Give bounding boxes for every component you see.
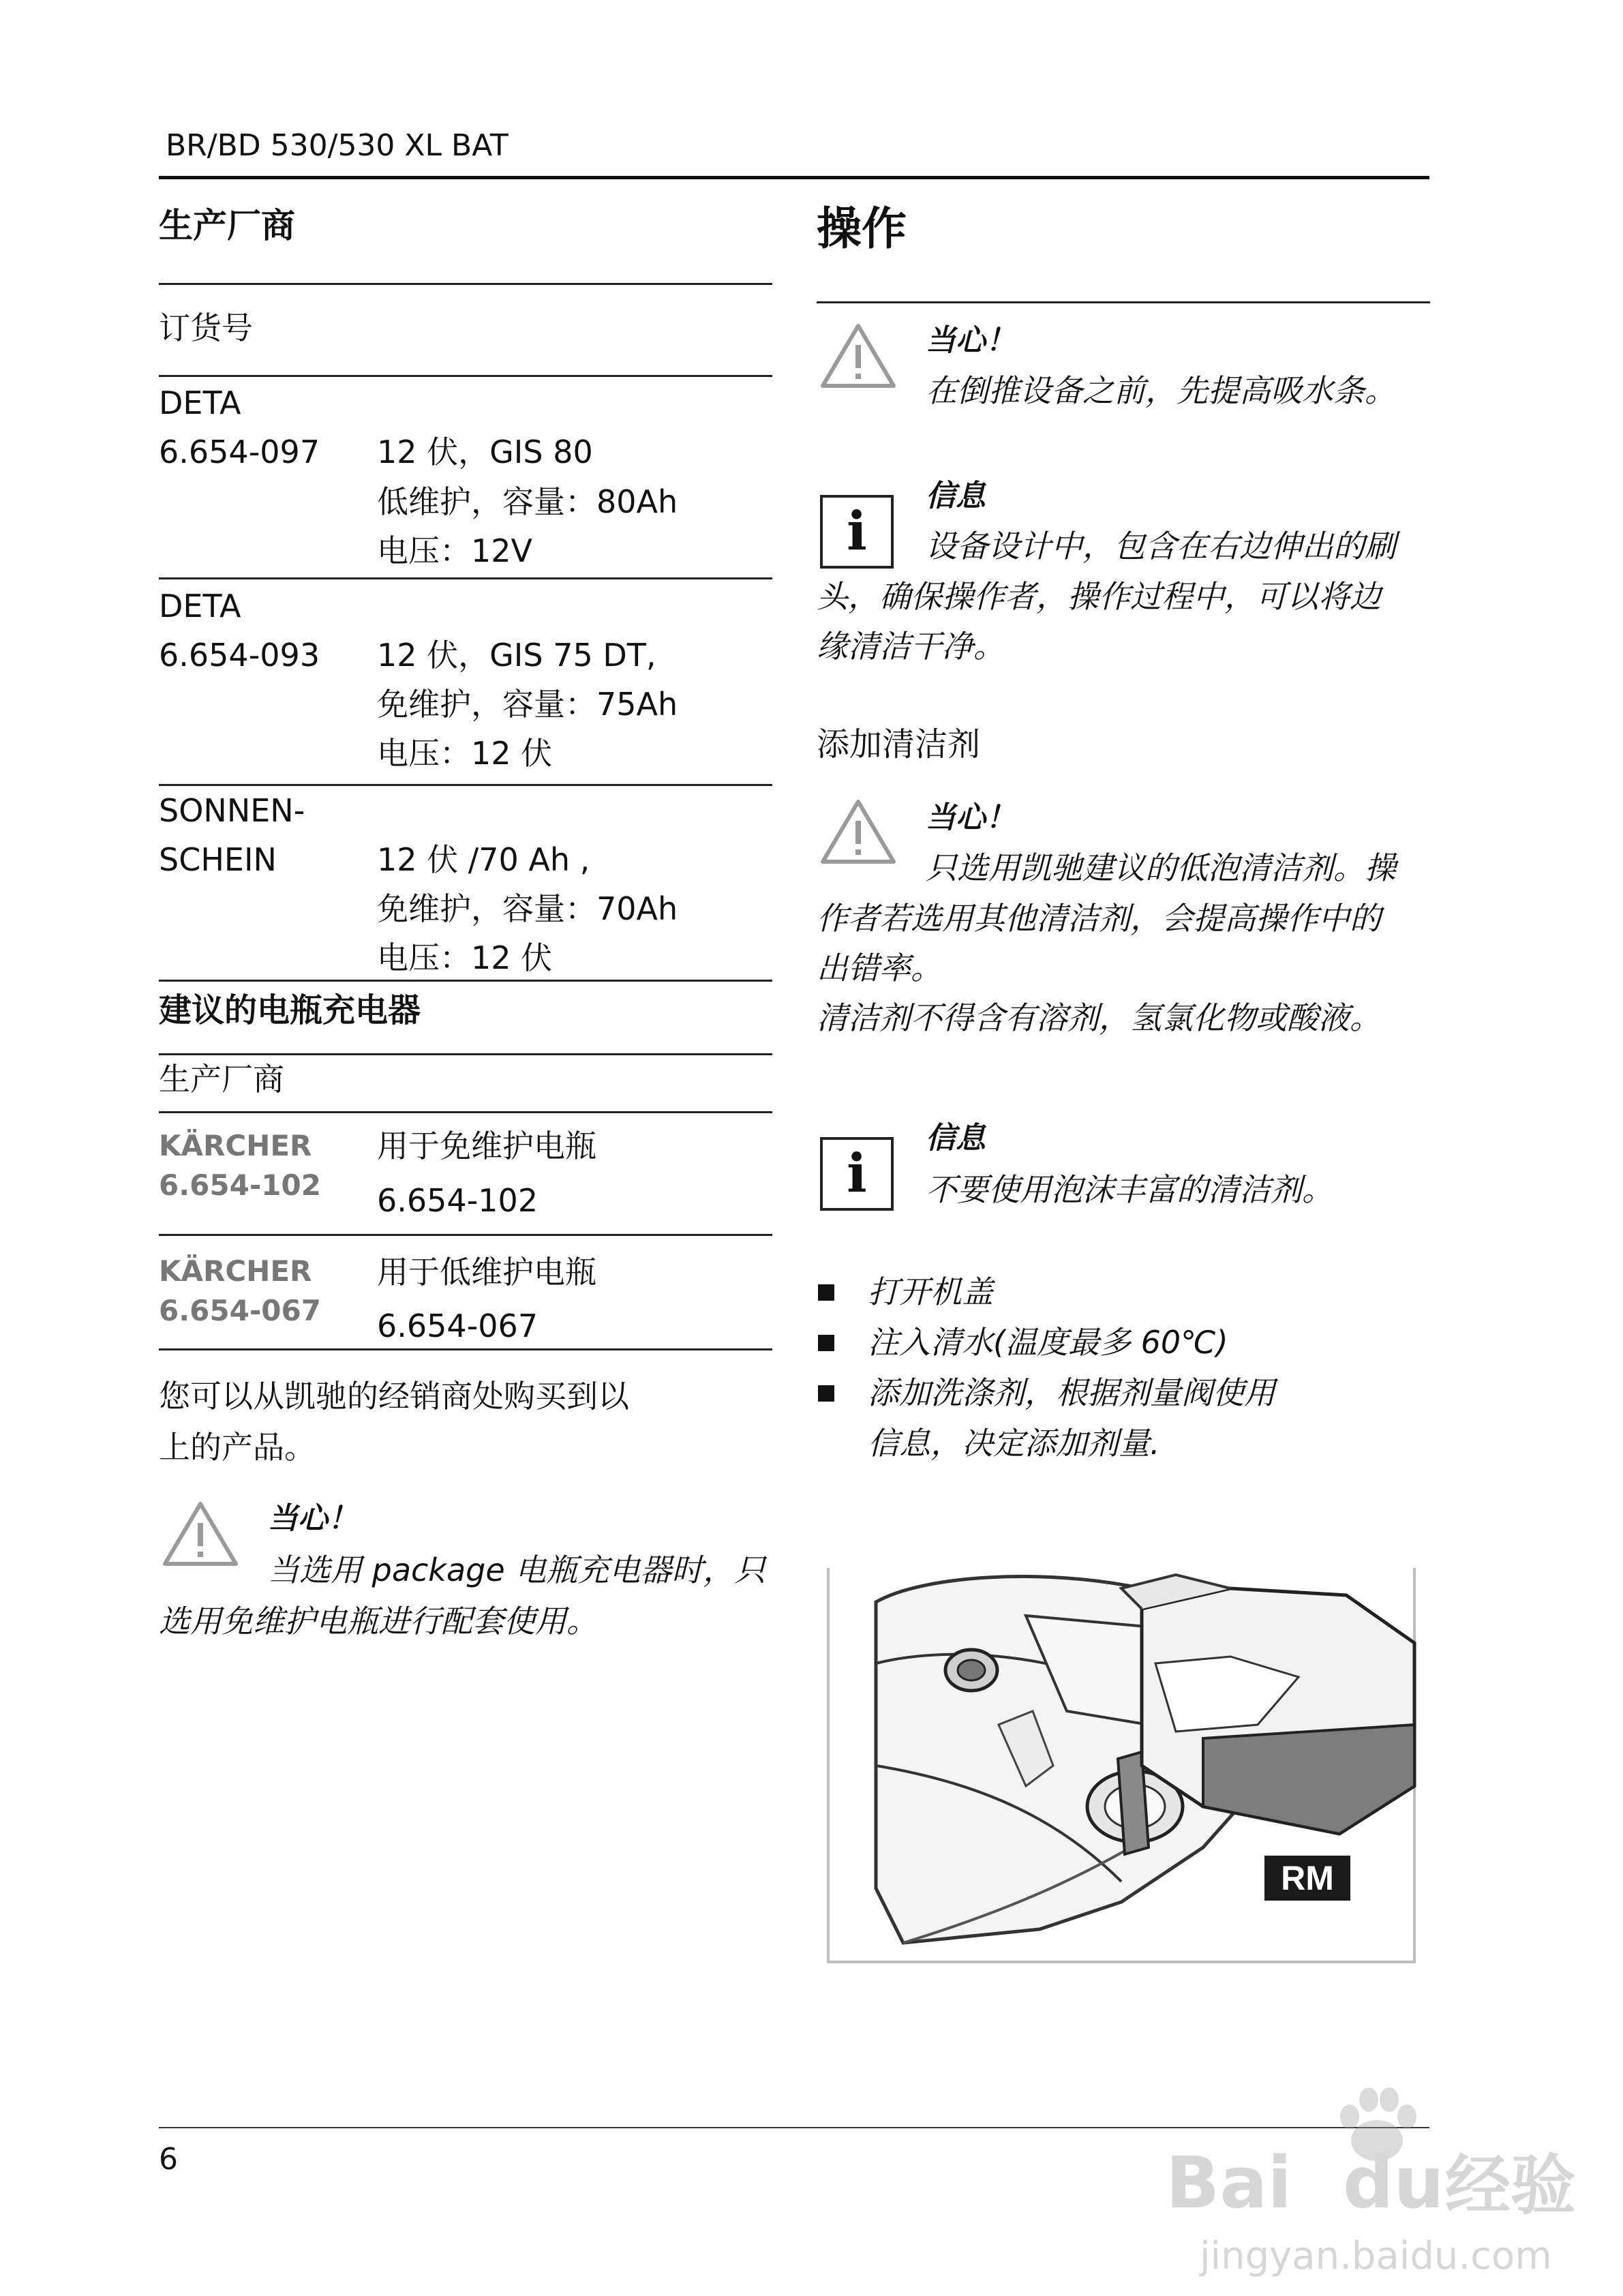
battery-spec-line: 免维护，容量：70Ah: [377, 890, 678, 927]
table-rule: [159, 980, 772, 982]
battery-part-number: SCHEIN: [159, 841, 277, 878]
caution-text-line: 在倒推设备之前，先提高吸水条。: [926, 372, 1396, 409]
info-title: 信息: [926, 479, 986, 513]
battery-spec-line: 12 伏，GIS 80: [377, 434, 593, 470]
watermark-url: jingyan.baidu.com: [1200, 2234, 1552, 2278]
charger-maker: KÄRCHER: [159, 1129, 312, 1162]
step-text: 信息，决定添加剂量.: [868, 1425, 1160, 1462]
battery-maker: DETA: [159, 588, 241, 624]
charger-heading: 建议的电瓶充电器: [159, 991, 421, 1029]
watermark-jingyan-cn: 经验: [1445, 2147, 1576, 2224]
caution-title: 当心！: [926, 800, 1016, 835]
watermark-brand: Bai: [1166, 2141, 1292, 2224]
battery-maker: SONNEN-: [159, 792, 305, 829]
info-title: 信息: [926, 1121, 986, 1155]
caution-text-line: 作者若选用其他清洁剂，会提高操作中的: [817, 900, 1381, 937]
info-icon: i: [820, 495, 894, 569]
figure-rm-label: RM: [1281, 1859, 1334, 1897]
caution-title: 当心！: [926, 323, 1016, 358]
section-rule: [817, 301, 1430, 303]
table-rule: [159, 1053, 772, 1055]
add-detergent-heading: 添加清洁剂: [817, 725, 981, 764]
info-text-line: 设备设计中，包含在右边伸出的刷: [926, 528, 1396, 564]
step-text: 打开机盖: [868, 1273, 993, 1310]
purchase-note-line: 您可以从凯驰的经销商处购买到以: [159, 1378, 629, 1415]
table-rule: [159, 283, 772, 285]
caution-text-line: 选用免维护电瓶进行配套使用。: [159, 1603, 598, 1640]
step-text: 添加洗涤剂，根据剂量阀使用: [868, 1374, 1275, 1411]
battery-spec-line: 电压：12V: [377, 532, 533, 569]
table-rule: [159, 1348, 772, 1350]
charger-order-number: 6.654-067: [377, 1308, 539, 1344]
charger-maker: KÄRCHER: [159, 1254, 312, 1288]
header-rule: [159, 176, 1429, 179]
caution-text-line: 出错率。: [817, 950, 942, 986]
operation-heading: 操作: [817, 202, 907, 255]
caution-text-line: 只选用凯驰建议的低泡清洁剂。操: [926, 849, 1396, 886]
battery-part-number: 6.654-097: [159, 434, 320, 470]
table-rule: [159, 577, 772, 579]
purchase-note-line: 上的产品。: [159, 1429, 316, 1466]
info-text-line: 缘清洁干净。: [817, 628, 1005, 665]
baidu-jingyan-watermark: [1159, 2079, 1609, 2284]
watermark-brand-du: du: [1343, 2141, 1444, 2224]
bullet-square: [818, 1335, 834, 1351]
table-rule: [159, 784, 772, 786]
battery-spec-line: 12 伏 /70 Ah ,: [377, 841, 590, 878]
info-icon: i: [820, 1137, 894, 1211]
caution-text-line: 清洁剂不得含有溶剂，氢氯化物或酸液。: [817, 999, 1381, 1036]
battery-part-number: 6.654-093: [159, 637, 320, 674]
bullet-square: [818, 1284, 834, 1301]
battery-spec-line: 12 伏，GIS 75 DT,: [377, 637, 656, 674]
order-number-label: 订货号: [159, 309, 253, 346]
detergent-filling-illustration: [821, 1561, 1421, 1970]
charger-part-number: 6.654-102: [159, 1168, 321, 1202]
manufacturer-heading: 生产厂商: [159, 206, 295, 245]
battery-spec-line: 电压：12 伏: [377, 939, 553, 976]
caution-text-line: 当选用 package 电瓶充电器时，只: [268, 1552, 766, 1588]
battery-maker: DETA: [159, 384, 241, 421]
battery-spec-line: 免维护，容量：75Ah: [377, 686, 678, 723]
table-rule: [159, 1234, 772, 1236]
table-rule: [159, 1111, 772, 1113]
step-text: 注入清水(温度最多 60℃): [868, 1324, 1228, 1361]
charger-description: 用于低维护电瓶: [377, 1254, 596, 1290]
battery-spec-line: 电压：12 伏: [377, 735, 553, 772]
charger-order-number: 6.654-102: [377, 1182, 539, 1219]
warning-triangle-icon: [819, 322, 898, 390]
table-rule: [159, 375, 772, 377]
page-number: 6: [159, 2142, 178, 2177]
charger-manufacturer-label: 生产厂商: [159, 1061, 284, 1098]
bullet-square: [818, 1385, 834, 1402]
info-text-line: 头，确保操作者，操作过程中，可以将边: [817, 578, 1381, 615]
document-model-header: BR/BD 530/530 XL BAT: [166, 128, 509, 163]
warning-triangle-icon: [819, 798, 898, 866]
charger-part-number: 6.654-067: [159, 1294, 321, 1327]
caution-title: 当心！: [268, 1501, 358, 1536]
warning-triangle-icon: [161, 1500, 240, 1568]
charger-description: 用于免维护电瓶: [377, 1128, 596, 1164]
battery-spec-line: 低维护，容量：80Ah: [377, 483, 678, 520]
info-text-line: 不要使用泡沫丰富的清洁剂。: [926, 1171, 1333, 1208]
